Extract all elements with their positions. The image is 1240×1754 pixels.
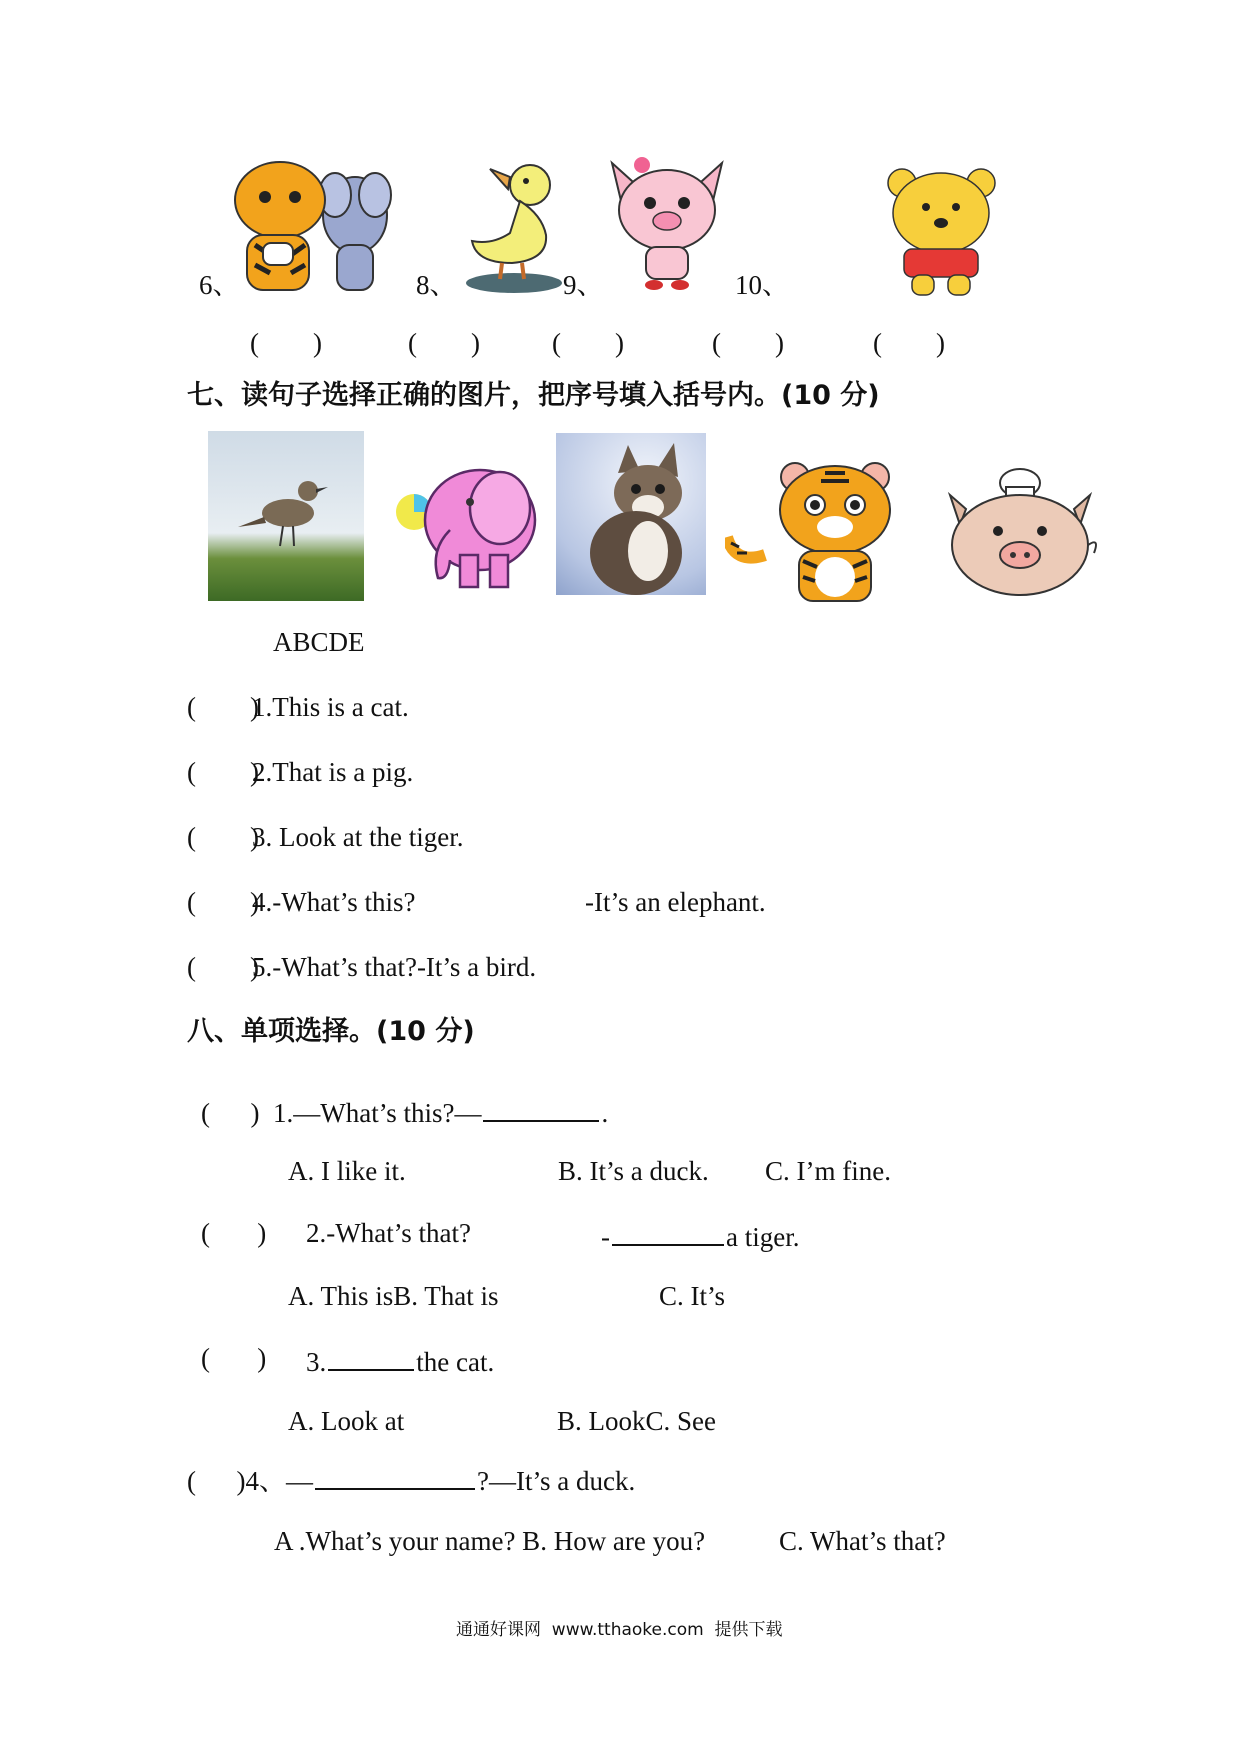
- item-label-8: 8、: [416, 270, 457, 300]
- pig-cartoon: [602, 155, 732, 295]
- bird-photo: [208, 431, 364, 601]
- question-1: [201, 1096, 608, 1127]
- question-stem: 2.-What’s that?: [306, 1218, 471, 1248]
- tiger-elephant-cartoon: [225, 155, 405, 300]
- fill-blank[interactable]: [315, 1464, 475, 1490]
- answer-paren[interactable]: ( ): [187, 1466, 246, 1496]
- item-text: 4.-What’s this?: [252, 887, 416, 917]
- question-2-answer: [601, 1220, 799, 1251]
- chef-pig-cartoon: [940, 465, 1102, 605]
- option-a[interactable]: A. I like it.: [288, 1156, 406, 1186]
- answer-paren[interactable]: ( ): [187, 822, 259, 852]
- fill-blank[interactable]: [328, 1345, 414, 1371]
- answer-paren[interactable]: ( ): [187, 692, 259, 722]
- item-answer: -It’s an elephant.: [585, 887, 766, 917]
- bird-icon: [208, 431, 364, 601]
- answer-paren[interactable]: ( ): [201, 1343, 267, 1373]
- option-ab[interactable]: A .What’s your name? B. How are you?: [274, 1526, 706, 1556]
- dash: -: [601, 1222, 610, 1252]
- elephant-cartoon: [390, 450, 545, 600]
- answer-paren[interactable]: ( ): [201, 1098, 260, 1128]
- question-end: a tiger.: [726, 1222, 800, 1252]
- option-c[interactable]: C. It’s: [659, 1281, 726, 1311]
- answer-paren[interactable]: ( ): [552, 328, 624, 358]
- answer-paren[interactable]: ( ): [187, 952, 259, 982]
- question-3: [306, 1345, 494, 1376]
- answer-paren[interactable]: ( ): [873, 328, 945, 358]
- item-text: 1.This is a cat.: [252, 692, 409, 722]
- question-4: [187, 1464, 635, 1495]
- answer-paren[interactable]: ( ): [187, 757, 259, 787]
- item-label-6: 6、: [199, 270, 240, 300]
- option-bc[interactable]: B. LookC. See: [557, 1406, 716, 1436]
- item-label-10: 10、: [735, 270, 789, 300]
- fill-blank[interactable]: [483, 1096, 599, 1122]
- section8-heading: 八、单项选择。(10 分): [187, 1016, 475, 1047]
- question-stem: 1.—What’s this?—: [272, 1098, 482, 1128]
- page-footer: 通通好课网 www.tthaoke.com 提供下载: [456, 1620, 783, 1640]
- cat-icon: [556, 433, 706, 595]
- bear-cartoon: [884, 165, 999, 300]
- cat-photo: [556, 433, 706, 595]
- tiger-cartoon: [725, 455, 915, 603]
- question-end: the cat.: [416, 1347, 495, 1377]
- answer-paren[interactable]: ( ): [201, 1218, 267, 1248]
- option-c[interactable]: C. What’s that?: [779, 1526, 946, 1556]
- section7-heading: 七、读句子选择正确的图片，把序号填入括号内。(10 分): [187, 380, 880, 411]
- item-text: 3. Look at the tiger.: [252, 822, 464, 852]
- answer-paren[interactable]: ( ): [187, 887, 259, 917]
- image-letters: ABCDE: [273, 627, 365, 657]
- option-c[interactable]: C. I’m fine.: [765, 1156, 891, 1186]
- question-end: .: [601, 1098, 609, 1128]
- question-stem: 3.: [306, 1347, 327, 1377]
- option-b[interactable]: B. It’s a duck.: [558, 1156, 709, 1186]
- duck-cartoon: [462, 155, 572, 295]
- fill-blank[interactable]: [612, 1220, 724, 1246]
- answer-paren[interactable]: ( ): [408, 328, 480, 358]
- question-end: ?—It’s a duck.: [476, 1466, 636, 1496]
- item-text: 5.-What’s that?-It’s a bird.: [252, 952, 537, 982]
- item-label-9: 9、: [563, 270, 604, 300]
- option-a[interactable]: A. Look at: [288, 1406, 405, 1436]
- answer-paren[interactable]: ( ): [250, 328, 322, 358]
- answer-paren[interactable]: ( ): [712, 328, 784, 358]
- question-stem: 4、—: [245, 1466, 313, 1496]
- option-ab[interactable]: A. This isB. That is: [288, 1281, 499, 1311]
- item-text: 2.That is a pig.: [252, 757, 414, 787]
